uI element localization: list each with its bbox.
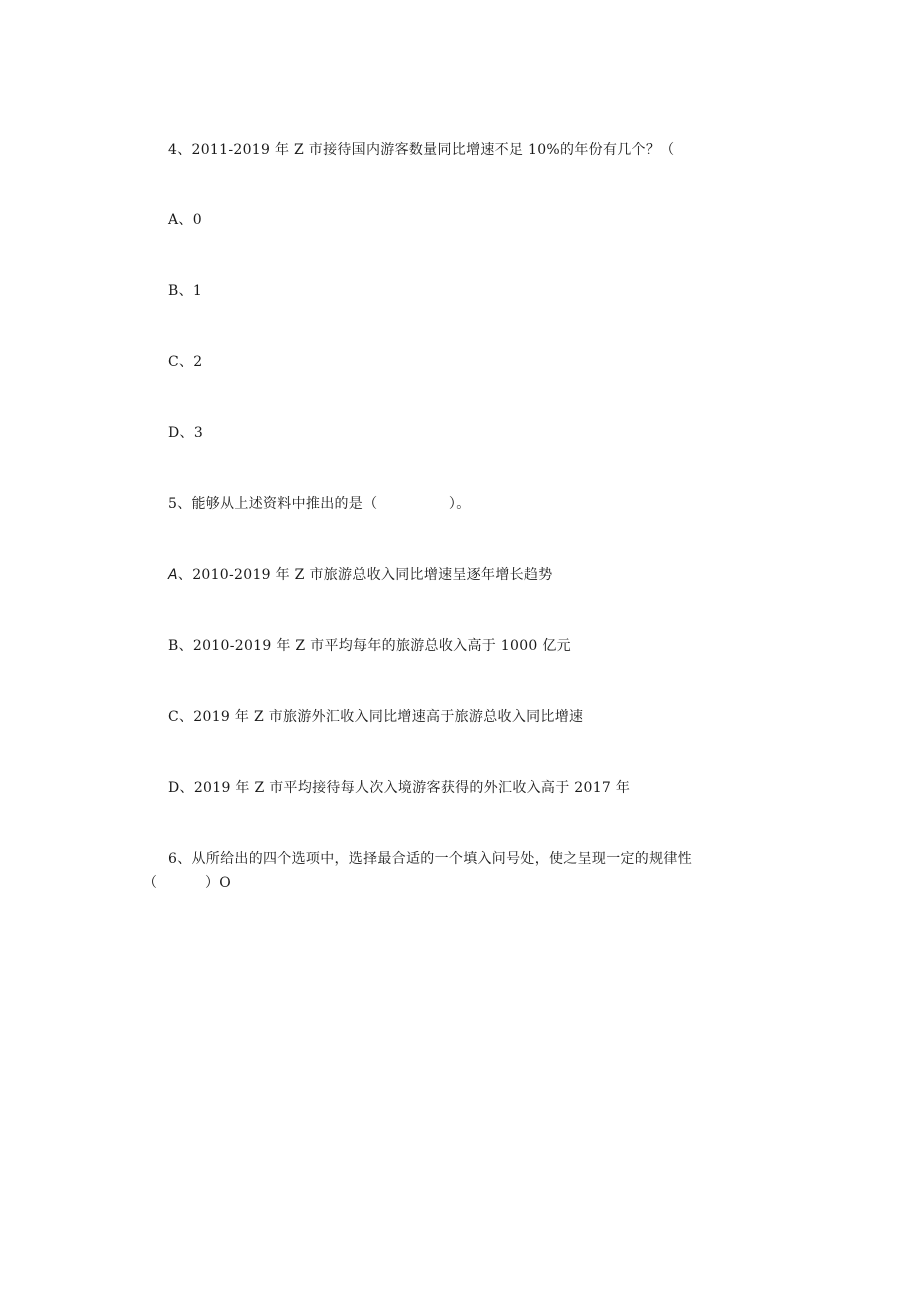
question-4-option-d: D、3 [168, 425, 204, 441]
question-5-option-b: B、2010-2019 年 Z 市平均每年的旅游总收入高于 1000 亿元 [168, 638, 571, 654]
question-5-stem: 5、能够从上述资料中推出的是（ ）。 [168, 496, 471, 512]
question-6-stem-continuation: （ ）O [143, 875, 232, 891]
question-5-option-a [168, 566, 553, 584]
question-5-option-a-text: 、2010-2019 年 Z 市旅游总收入同比增速呈逐年增长趋势 [177, 567, 553, 583]
question-5-option-d: D、2019 年 Z 市平均接待每人次入境游客获得的外汇收入高于 2017 年 [168, 780, 631, 796]
question-4-stem: 4、2011-2019 年 Z 市接待国内游客数量同比增速不足 10%的年份有几个？（ [168, 142, 675, 158]
question-4-option-b: B、1 [168, 283, 203, 299]
question-4-option-c: C、2 [168, 354, 203, 370]
question-5-option-c: C、2019 年 Z 市旅游外汇收入同比增速高于旅游总收入同比增速 [168, 709, 584, 725]
question-6-stem: 6、从所给出的四个选项中，选择最合适的一个填入问号处，使之呈现一定的规律性 [168, 851, 693, 867]
question-4-option-a: A、0 [168, 212, 202, 228]
question-5-option-a-letter: A [168, 567, 178, 583]
